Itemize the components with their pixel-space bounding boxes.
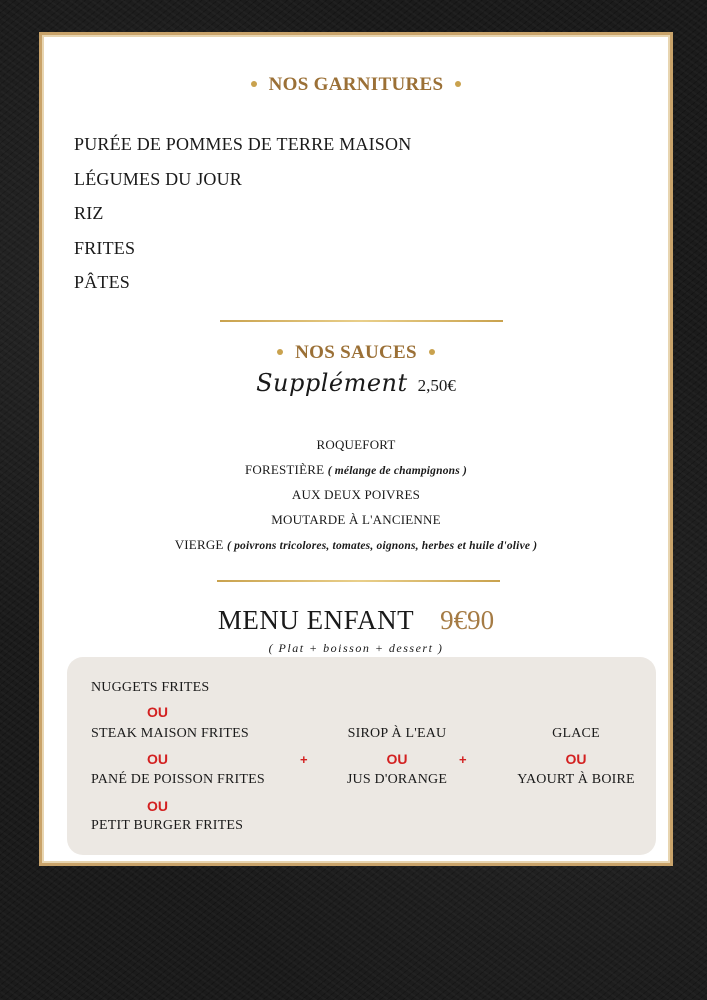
or-label: OU [147,704,168,720]
sauce-name: MOUTARDE À L'ANCIENNE [271,512,441,527]
dessert-item: GLACE [552,726,600,741]
garnitures-title: NOS GARNITURES [268,74,444,95]
menu-card [39,32,673,866]
sauce-supplement [42,369,670,397]
dessert-item: YAOURT À BOIRE [517,772,635,787]
plus-sign: + [459,752,467,767]
garniture-item: LÉGUMES DU JOUR [74,168,243,189]
menu-enfant-box [67,657,656,855]
plat-item: STEAK MAISON FRITES [91,726,249,741]
sauce-item [42,532,670,557]
sauce-item [42,482,670,507]
or-label: OU [565,751,587,767]
menu-enfant-subtitle: ( Plat + boisson + dessert ) [268,641,444,655]
sauces-list [42,432,670,557]
sauce-item [42,432,670,457]
gold-dot-icon [277,349,283,355]
gold-divider [217,580,500,582]
or-label: OU [147,798,168,814]
gold-dot-icon [455,81,461,87]
sauce-item [42,507,670,532]
boisson-item: SIROP À L'EAU [347,726,447,741]
supplement-price: 2,50€ [417,376,456,395]
sauce-name: FORESTIÈRE [244,462,325,477]
plat-item: NUGGETS FRITES [91,680,210,695]
garniture-item: FRITES [74,237,136,258]
sauce-note: ( mélange de champignons ) [327,465,468,477]
garnitures-list [74,127,411,300]
sauce-name: VIERGE [174,537,224,552]
gold-divider [220,320,503,322]
garniture-item: PÂTES [74,272,131,293]
garniture-item: PURÉE DE POMMES DE TERRE MAISON [74,134,412,154]
plat-item: PETIT BURGER FRITES [91,818,244,833]
plus-sign: + [300,752,308,767]
or-label: OU [386,751,408,767]
sauce-name: ROQUEFORT [316,437,396,452]
gold-dot-icon [251,81,257,87]
menu-enfant-price: 9€90 [440,605,495,635]
garnitures-heading [42,74,670,96]
menu-enfant-heading [42,605,670,636]
supplement-label: Supplément [256,369,408,397]
gold-dot-icon [429,349,435,355]
or-label: OU [147,751,168,767]
sauce-name: AUX DEUX POIVRES [291,487,421,502]
sauce-note: ( poivrons tricolores, tomates, oignons, herbes et huile d'olive ) [227,540,538,552]
boisson-item: JUS D'ORANGE [346,772,448,787]
garniture-item: RIZ [74,203,104,224]
menu-enfant-title: MENU ENFANT [217,605,415,635]
sauce-item [42,457,670,482]
sauces-heading [42,342,670,364]
sauces-title: NOS SAUCES [295,342,417,363]
plat-item: PANÉ DE POISSON FRITES [91,772,265,787]
